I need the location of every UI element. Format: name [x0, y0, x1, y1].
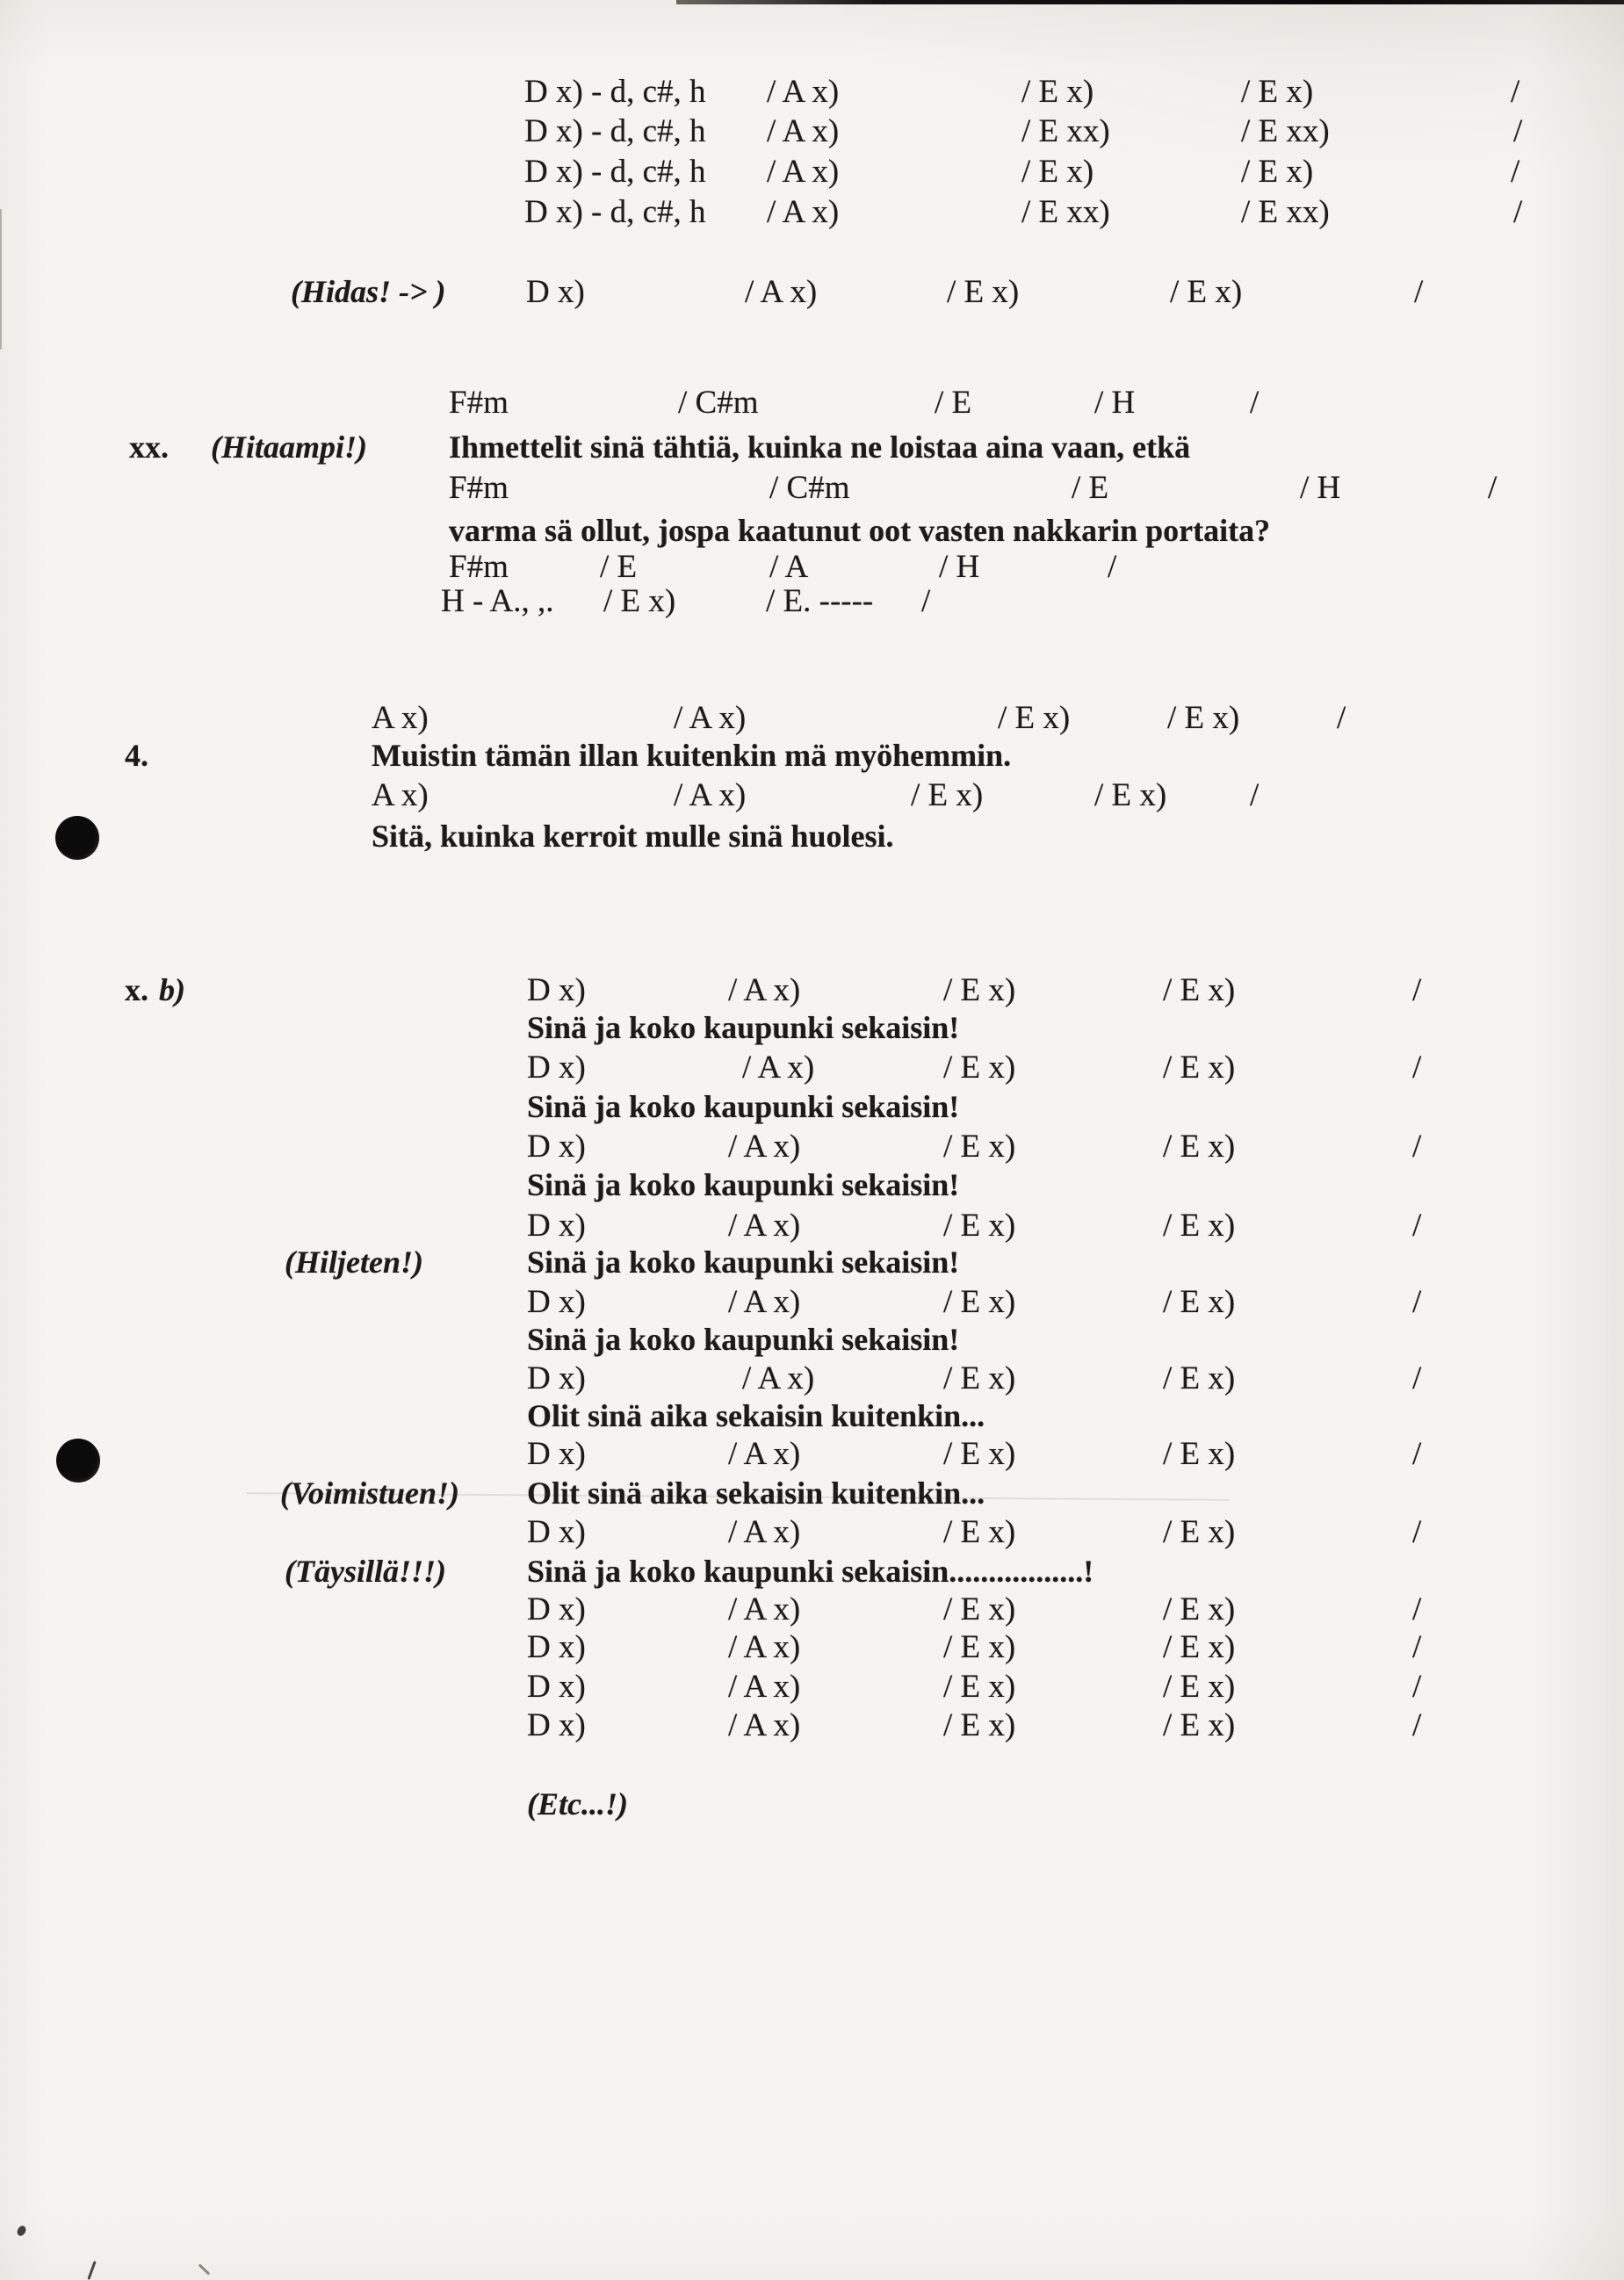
- lyric-text: Olit sinä aika sekaisin kuitenkin...: [527, 1398, 985, 1433]
- chord-token: /: [1511, 74, 1520, 110]
- text-line: [0, 193, 1624, 234]
- tempo-label: (Hiljeten!): [285, 1245, 423, 1280]
- chord-token: / A x): [742, 1360, 815, 1396]
- chord-token: F#m: [449, 385, 509, 421]
- chord-token: / H: [1300, 470, 1341, 506]
- chord-token: / E x): [998, 700, 1071, 736]
- chord-token: / E x): [603, 583, 676, 619]
- lyric-text: Sinä ja koko kaupunki sekaisin!: [527, 1010, 960, 1045]
- chord-token: / E xx): [1021, 194, 1110, 230]
- chord-token: / E xx): [1241, 113, 1330, 149]
- section-number: x.: [125, 972, 148, 1007]
- chord-token: / E x): [1167, 700, 1240, 736]
- chord-token: / E x): [943, 1284, 1016, 1320]
- chord-token: / E x): [1241, 74, 1314, 110]
- chord-token: / E xx): [1021, 113, 1110, 149]
- text-line: [0, 1128, 1624, 1168]
- text-line: [0, 1553, 1624, 1593]
- chord-token: / E x): [1163, 1514, 1236, 1550]
- text-line: [0, 1321, 1624, 1361]
- chord-token: / C#m: [769, 470, 850, 506]
- chord-token: / A x): [728, 1436, 801, 1472]
- chord-token: D x): [527, 1514, 586, 1550]
- chord-token: /: [1513, 113, 1523, 149]
- chord-token: /: [1250, 777, 1260, 813]
- chord-token: / E x): [1170, 274, 1243, 310]
- text-line: [0, 1207, 1624, 1247]
- text-line: [0, 582, 1624, 623]
- chord-token: / A x): [728, 1591, 801, 1627]
- chord-token: /: [1337, 700, 1346, 736]
- chord-token: / E x): [943, 1129, 1016, 1165]
- chord-token: / E x): [943, 1208, 1016, 1244]
- chord-token: / E x): [1163, 1129, 1236, 1165]
- text-line: [0, 1513, 1624, 1554]
- chord-token: / A x): [767, 194, 840, 230]
- text-line: [0, 153, 1624, 193]
- chord-token: / E x): [943, 1360, 1016, 1396]
- text-line: [0, 429, 1624, 469]
- text-line: [0, 971, 1624, 1012]
- text-line: [0, 273, 1624, 314]
- chord-token: / A x): [728, 1208, 801, 1244]
- text-line: [0, 112, 1624, 153]
- tempo-label: (Etc...!): [527, 1786, 628, 1822]
- lyric-text: varma sä ollut, jospa kaatunut oot vasten nakkarin portaita?: [449, 513, 1271, 548]
- chord-token: D x): [527, 972, 586, 1008]
- chord-token: /: [1412, 1707, 1422, 1743]
- lyric-text: Sinä ja koko kaupunki sekaisin!: [527, 1167, 960, 1202]
- chord-token: / E x): [1163, 972, 1236, 1008]
- chord-token: / E x): [1094, 777, 1167, 813]
- text-line: [0, 1397, 1624, 1438]
- chord-token: / A x): [742, 1050, 815, 1086]
- chord-token: / A x): [728, 1514, 801, 1550]
- section-number: xx.: [129, 429, 169, 465]
- chord-token: / H: [1094, 385, 1136, 421]
- chord-token: / E x): [1163, 1707, 1236, 1743]
- lyric-text: Sinä ja koko kaupunki sekaisin!: [527, 1245, 960, 1280]
- text-line: [0, 469, 1624, 509]
- chord-token: D x) - d, c#, h: [524, 194, 706, 230]
- lyric-text: Sinä ja koko kaupunki sekaisin!: [527, 1322, 960, 1357]
- chord-token: / E x): [947, 274, 1020, 310]
- text-line: [0, 1088, 1624, 1129]
- chord-token: / E x): [943, 1629, 1016, 1665]
- text-line: [0, 1009, 1624, 1050]
- text-line: [0, 1475, 1624, 1515]
- chord-token: D x): [527, 1360, 586, 1396]
- text-line: [0, 1435, 1624, 1476]
- chord-token: D x) - d, c#, h: [524, 154, 706, 190]
- chord-token: / C#m: [678, 385, 759, 421]
- chord-token: /: [1412, 1514, 1422, 1550]
- scan-edge-top-strip: [676, 0, 1624, 4]
- chord-token: A x): [372, 700, 429, 736]
- chord-token: / E: [600, 549, 638, 585]
- chord-token: / E x): [943, 1669, 1016, 1705]
- text-line: [0, 1360, 1624, 1400]
- chord-token: / E x): [1163, 1669, 1236, 1705]
- text-line: [0, 1244, 1624, 1284]
- chord-token: / E x): [911, 777, 984, 813]
- chord-token: /: [1412, 972, 1422, 1008]
- text-line: [0, 1049, 1624, 1089]
- section-number: 4.: [125, 738, 148, 773]
- chord-token: /: [921, 583, 931, 619]
- chord-token: / E: [1072, 470, 1109, 506]
- pen-stroke-icon: [198, 2263, 211, 2275]
- lyric-text: Sinä ja koko kaupunki sekaisin!: [527, 1089, 960, 1124]
- chord-token: / E. -----: [766, 583, 874, 619]
- text-line: [0, 1628, 1624, 1669]
- text-line: [0, 1166, 1624, 1207]
- text-line: [0, 1668, 1624, 1708]
- chord-token: /: [1412, 1669, 1422, 1705]
- chord-token: / E x): [1163, 1284, 1236, 1320]
- chord-token: / A x): [674, 777, 747, 813]
- chord-token: D x): [527, 1707, 586, 1743]
- chord-token: / A x): [728, 1284, 801, 1320]
- text-line: [0, 737, 1624, 777]
- chord-token: /: [1412, 1360, 1422, 1396]
- chord-token: /: [1414, 274, 1424, 310]
- chord-token: F#m: [449, 470, 509, 506]
- chord-token: /: [1412, 1129, 1422, 1165]
- text-line: [0, 73, 1624, 113]
- chord-token: / E: [935, 385, 972, 421]
- chord-token: D x): [527, 1669, 586, 1705]
- text-line: [0, 818, 1624, 858]
- chord-token: / A x): [728, 1129, 801, 1165]
- chord-token: D x): [527, 1129, 586, 1165]
- chord-token: / E x): [1163, 1208, 1236, 1244]
- chord-token: / E x): [943, 1591, 1016, 1627]
- pen-stroke-icon: [87, 2261, 96, 2280]
- chord-token: / A x): [728, 1629, 801, 1665]
- chord-token: D x): [527, 1591, 586, 1627]
- chord-token: F#m: [449, 549, 509, 585]
- chord-token: D x): [527, 1050, 586, 1086]
- text-line: [0, 699, 1624, 740]
- chord-token: /: [1412, 1629, 1422, 1665]
- chord-token: / E xx): [1241, 194, 1330, 230]
- chord-token: / H: [939, 549, 980, 585]
- chord-token: / E x): [943, 1514, 1016, 1550]
- chord-token: / E x): [1021, 154, 1094, 190]
- text-line: [0, 1706, 1624, 1747]
- chord-token: H - A., ,.: [441, 583, 554, 619]
- text-line: [0, 1591, 1624, 1631]
- chord-token: /: [1511, 154, 1520, 190]
- tempo-label: (Hidas! -> ): [291, 274, 446, 309]
- chord-token: / E x): [943, 1050, 1016, 1086]
- chord-token: D x): [527, 1208, 586, 1244]
- text-line: [0, 384, 1624, 424]
- chord-token: / A x): [728, 972, 801, 1008]
- chord-token: / E x): [1163, 1591, 1236, 1627]
- scan-speck: [16, 2225, 28, 2238]
- chord-token: / E x): [943, 1707, 1016, 1743]
- chord-token: / E x): [1241, 154, 1314, 190]
- chord-token: /: [1412, 1284, 1422, 1320]
- chord-token: / A x): [767, 154, 840, 190]
- chord-token: / E x): [1163, 1436, 1236, 1472]
- chord-token: / E x): [1163, 1050, 1236, 1086]
- chord-token: / A: [769, 549, 809, 585]
- text-line: [0, 776, 1624, 817]
- chord-token: /: [1412, 1591, 1422, 1627]
- chord-token: / A x): [728, 1669, 801, 1705]
- chord-token: /: [1488, 470, 1498, 506]
- chord-token: / A x): [767, 113, 840, 149]
- chord-token: /: [1513, 194, 1523, 230]
- chord-token: / E x): [1163, 1629, 1236, 1665]
- chord-token: A x): [372, 777, 429, 813]
- lyric-text: Sitä, kuinka kerroit mulle sinä huolesi.: [372, 819, 894, 854]
- tempo-label: b): [159, 972, 185, 1007]
- lyric-text: Sinä ja koko kaupunki sekaisin.................!: [527, 1554, 1094, 1589]
- chord-token: D x): [527, 1436, 586, 1472]
- tempo-label: (Hitaampi!): [211, 429, 367, 465]
- chord-token: / A x): [767, 74, 840, 110]
- chord-token: /: [1250, 385, 1260, 421]
- chord-token: /: [1412, 1050, 1422, 1086]
- text-line: [0, 1283, 1624, 1324]
- chord-token: /: [1412, 1436, 1422, 1472]
- chord-token: D x): [527, 1284, 586, 1320]
- tempo-label: (Voimistuen!): [280, 1476, 460, 1511]
- chord-token: / E x): [943, 972, 1016, 1008]
- chord-token: /: [1412, 1208, 1422, 1244]
- chord-token: / E x): [1163, 1360, 1236, 1396]
- chord-token: / E x): [1021, 74, 1094, 110]
- lyric-text: Ihmettelit sinä tähtiä, kuinka ne loistaa aina vaan, etkä: [449, 429, 1191, 465]
- tempo-label: (Täysillä!!!): [285, 1554, 446, 1589]
- chord-token: D x): [526, 274, 585, 310]
- chord-token: D x) - d, c#, h: [524, 113, 706, 149]
- chord-token: / E x): [943, 1436, 1016, 1472]
- text-line: [0, 1786, 1624, 1826]
- lyric-text: Muistin tämän illan kuitenkin mä myöhemmin.: [372, 738, 1012, 773]
- chord-token: / A x): [674, 700, 747, 736]
- chord-token: D x) - d, c#, h: [524, 74, 706, 110]
- chord-token: /: [1108, 549, 1117, 585]
- chord-token: / A x): [728, 1707, 801, 1743]
- lyric-text: Olit sinä aika sekaisin kuitenkin...: [527, 1476, 985, 1511]
- chord-token: D x): [527, 1629, 586, 1665]
- chord-token: / A x): [745, 274, 818, 310]
- text-line: [0, 512, 1624, 552]
